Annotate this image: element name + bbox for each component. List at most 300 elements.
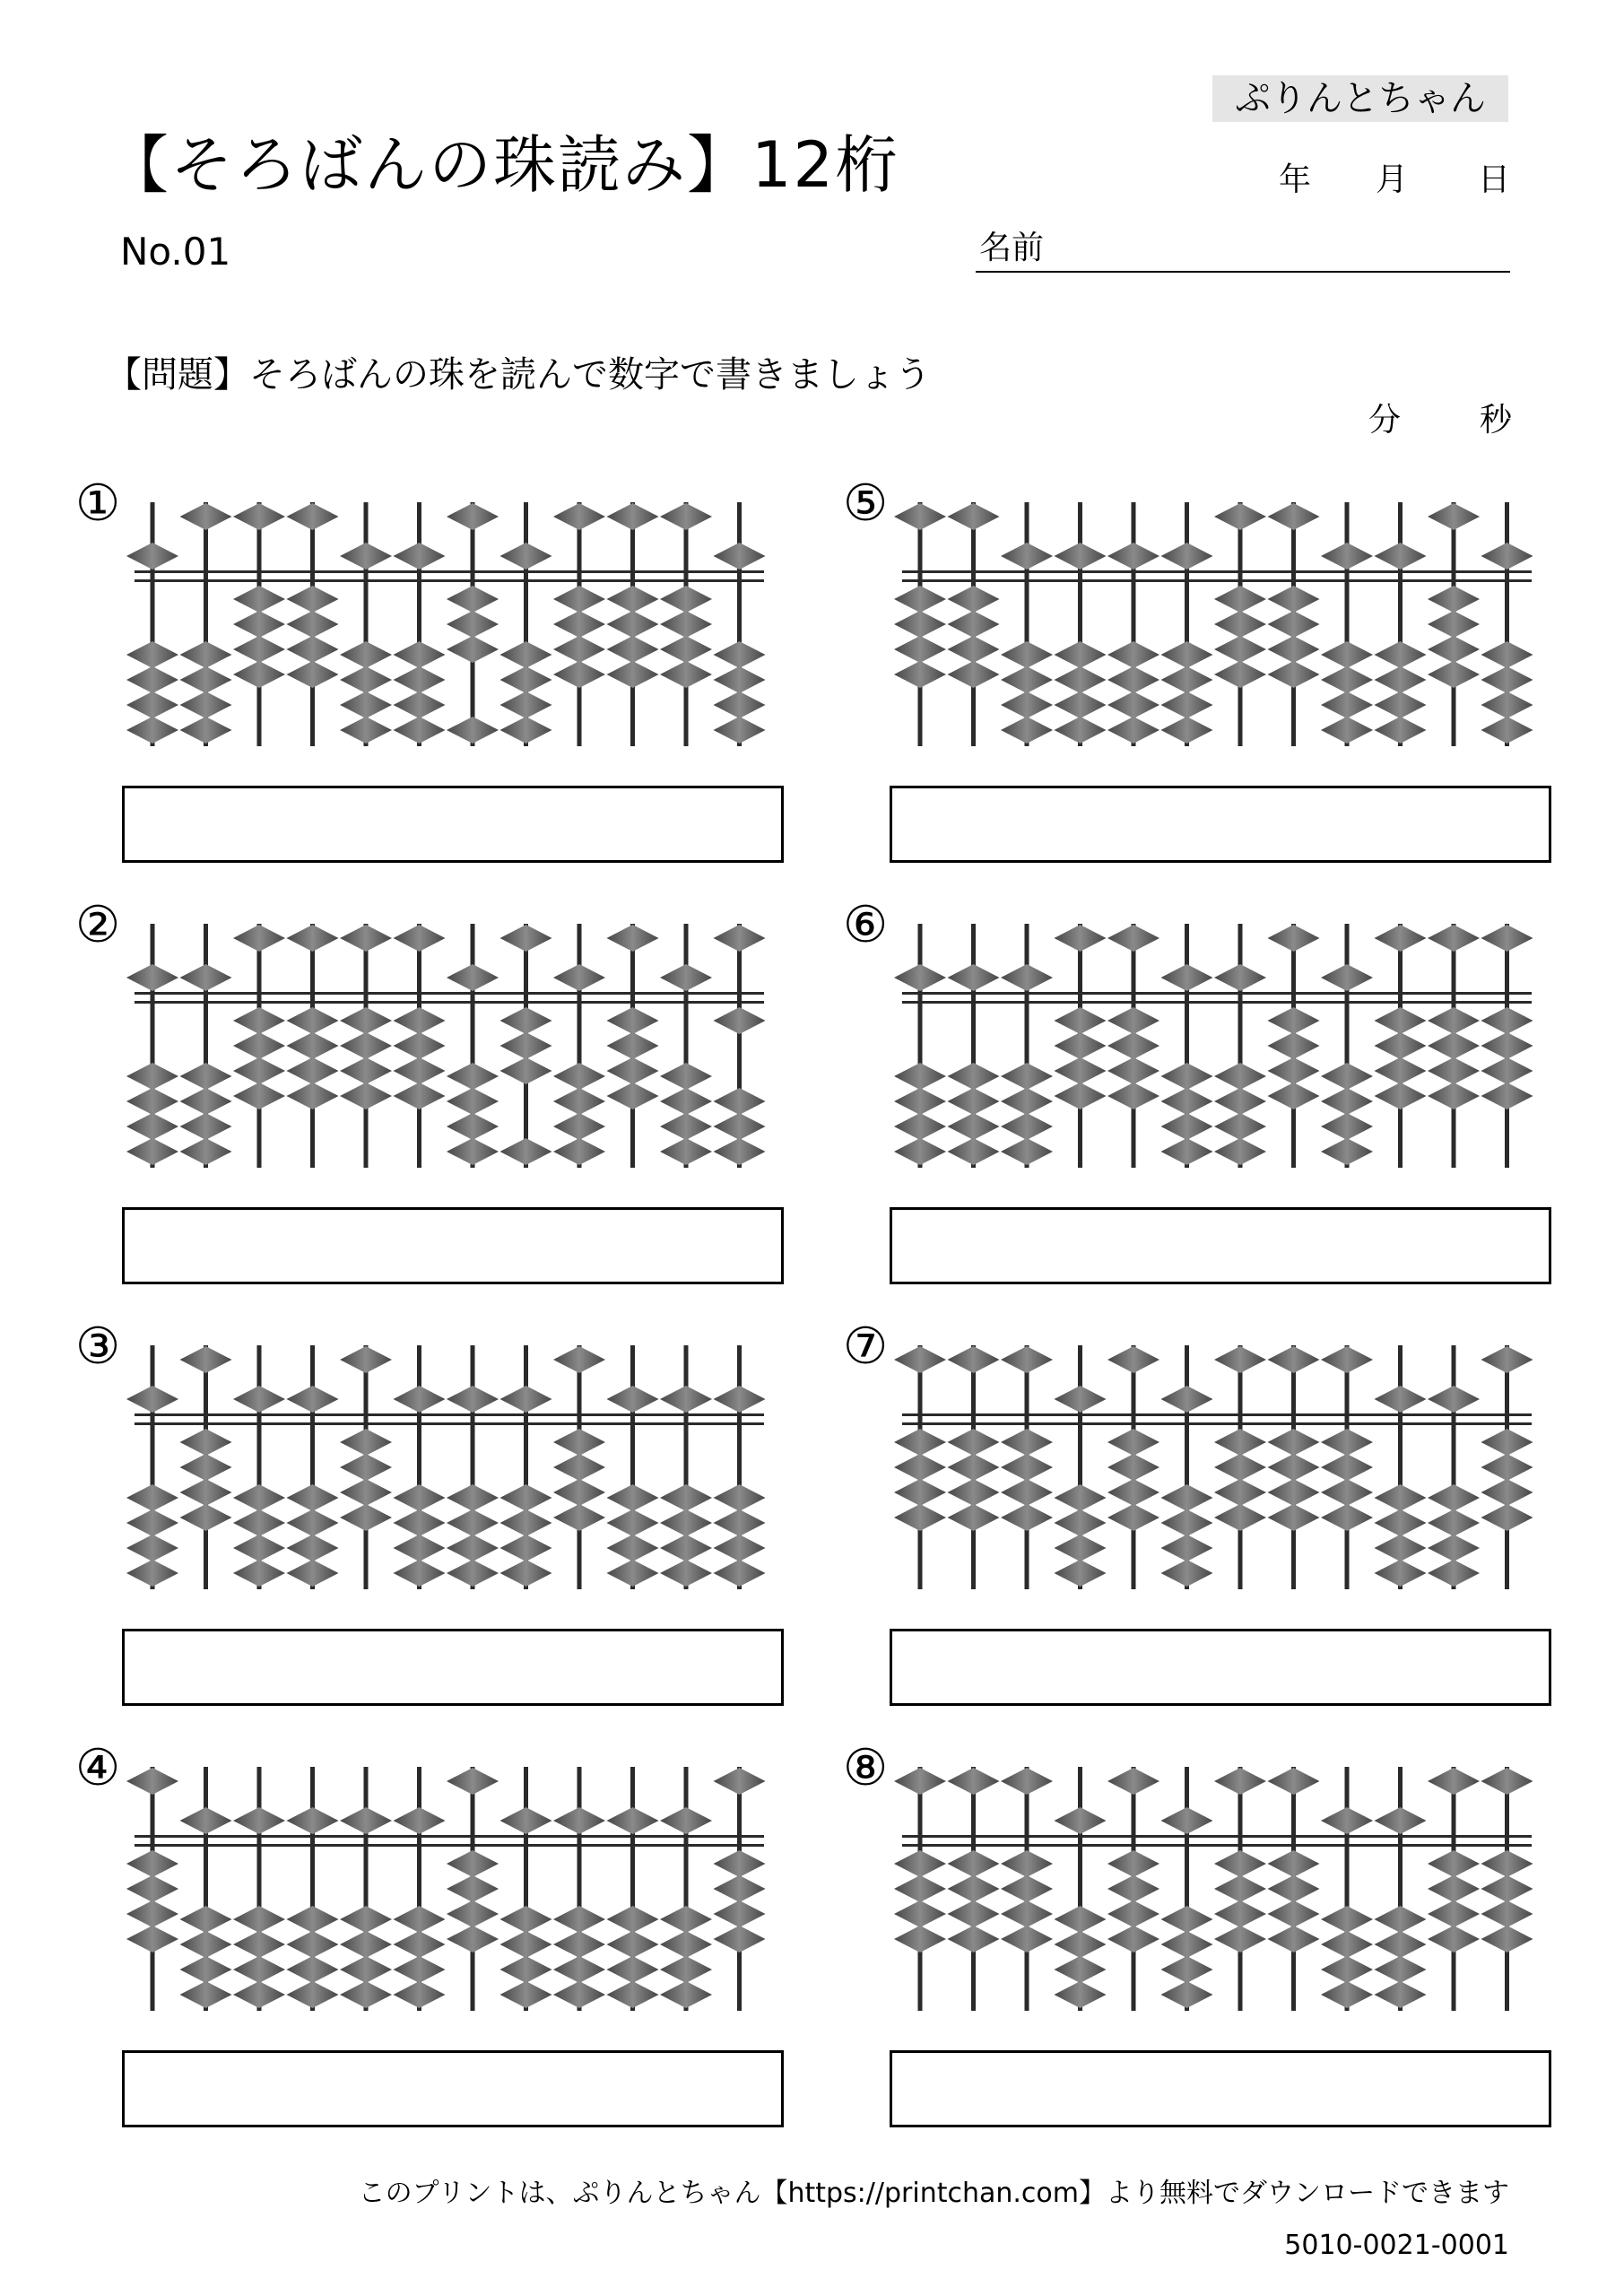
heaven-bead <box>394 1386 446 1413</box>
heaven-bead <box>948 1346 1000 1373</box>
earth-bead <box>660 1560 712 1587</box>
unit-dot <box>737 996 741 999</box>
earth-bead <box>1268 1057 1320 1084</box>
earth-bead <box>1428 586 1480 613</box>
date-month-label: 月 <box>1376 161 1409 198</box>
earth-bead <box>1375 1007 1427 1034</box>
earth-bead <box>1375 691 1427 718</box>
earth-bead <box>1321 1956 1373 1983</box>
earth-bead <box>553 1981 605 2008</box>
earth-bead <box>340 1032 392 1059</box>
earth-bead <box>1375 1057 1427 1084</box>
heaven-bead <box>1321 964 1373 991</box>
earth-bead <box>714 1484 766 1511</box>
heaven-bead <box>894 1768 946 1795</box>
earth-bead <box>500 691 552 718</box>
heaven-bead <box>607 925 659 952</box>
earth-bead <box>948 586 1000 613</box>
unit-dot <box>1025 996 1029 999</box>
earth-bead <box>394 1560 446 1587</box>
earth-bead <box>233 586 285 613</box>
earth-bead <box>1268 586 1320 613</box>
time-minutes-label: 分 <box>1368 402 1402 439</box>
earth-bead <box>1107 666 1159 693</box>
earth-bead <box>714 1138 766 1165</box>
earth-bead <box>660 1088 712 1115</box>
problem-6-answer-box[interactable] <box>890 1207 1551 1284</box>
earth-bead <box>553 1063 605 1090</box>
earth-bead <box>1481 1875 1533 1902</box>
heaven-bead <box>180 503 232 530</box>
earth-bead <box>1214 1429 1266 1456</box>
abacus-bar-top <box>135 1413 764 1416</box>
earth-bead <box>1001 641 1053 668</box>
earth-bead <box>1214 1504 1266 1531</box>
earth-bead <box>607 1906 659 1933</box>
unit-dot <box>257 574 261 578</box>
earth-bead <box>1268 611 1320 638</box>
earth-bead <box>1161 1113 1213 1140</box>
earth-bead <box>233 1981 285 2008</box>
earth-bead <box>894 1063 946 1090</box>
earth-bead <box>500 1956 552 1983</box>
problem-3-answer-box[interactable] <box>122 1629 784 1706</box>
earth-bead <box>500 1931 552 1958</box>
earth-bead <box>1268 1850 1320 1877</box>
earth-bead <box>126 1113 178 1140</box>
unit-dot <box>1185 996 1188 999</box>
earth-bead <box>1214 1479 1266 1506</box>
abacus-bar-top <box>135 1835 764 1838</box>
earth-bead <box>287 636 339 663</box>
earth-bead <box>394 641 446 668</box>
problem-1-answer-box[interactable] <box>122 786 784 863</box>
earth-bead <box>1107 1057 1159 1084</box>
earth-bead <box>340 1906 392 1933</box>
earth-bead <box>894 636 946 663</box>
document-code: 5010-0021-0001 <box>1284 2230 1509 2261</box>
earth-bead <box>948 611 1000 638</box>
earth-bead <box>233 1560 285 1587</box>
earth-bead <box>894 1900 946 1927</box>
earth-bead <box>1214 1088 1266 1115</box>
earth-bead <box>233 611 285 638</box>
earth-bead <box>180 1981 232 2008</box>
heaven-bead <box>394 543 446 570</box>
heaven-bead <box>447 964 499 991</box>
earth-bead <box>553 1931 605 1958</box>
earth-bead <box>180 666 232 693</box>
earth-bead <box>607 1007 659 1034</box>
heaven-bead <box>553 503 605 530</box>
heaven-bead <box>1107 543 1159 570</box>
heaven-bead <box>1375 1807 1427 1834</box>
earth-bead <box>948 1138 1000 1165</box>
earth-bead <box>1055 641 1107 668</box>
problem-6-abacus <box>902 924 1548 1175</box>
earth-bead <box>233 1931 285 1958</box>
earth-bead <box>126 1560 178 1587</box>
earth-bead <box>894 586 946 613</box>
earth-bead <box>714 1926 766 1952</box>
earth-bead <box>500 1057 552 1084</box>
earth-bead <box>447 1063 499 1090</box>
earth-bead <box>607 1083 659 1109</box>
problem-8-answer-box[interactable] <box>890 2050 1551 2127</box>
heaven-bead <box>553 1807 605 1834</box>
earth-bead <box>1107 1875 1159 1902</box>
earth-bead <box>1055 1956 1107 1983</box>
earth-bead <box>553 1479 605 1506</box>
heaven-bead <box>948 503 1000 530</box>
earth-bead <box>948 1479 1000 1506</box>
earth-bead <box>500 1032 552 1059</box>
earth-bead <box>948 1454 1000 1481</box>
earth-bead <box>1161 1063 1213 1090</box>
earth-bead <box>1055 1981 1107 2008</box>
heaven-bead <box>1001 964 1053 991</box>
earth-bead <box>660 1138 712 1165</box>
earth-bead <box>1375 666 1427 693</box>
heaven-bead <box>1375 925 1427 952</box>
abacus-bar-bottom <box>135 1844 764 1847</box>
problem-8-abacus <box>902 1767 1548 2018</box>
earth-bead <box>500 1535 552 1561</box>
earth-bead <box>1001 1900 1053 1927</box>
heaven-bead <box>126 1768 178 1795</box>
earth-bead <box>660 1063 712 1090</box>
earth-bead <box>660 1931 712 1958</box>
earth-bead <box>1321 1454 1373 1481</box>
earth-bead <box>500 666 552 693</box>
earth-bead <box>180 1504 232 1531</box>
earth-bead <box>500 1484 552 1511</box>
earth-bead <box>1161 691 1213 718</box>
problem-7-answer-box[interactable] <box>890 1629 1551 1706</box>
problem-4-abacus <box>135 1767 780 2018</box>
earth-bead <box>1107 1504 1159 1531</box>
earth-bead <box>1428 1083 1480 1109</box>
earth-bead <box>894 1088 946 1115</box>
heaven-bead <box>1268 925 1320 952</box>
earth-bead <box>1375 1931 1427 1958</box>
earth-bead <box>394 1057 446 1084</box>
earth-bead <box>714 1560 766 1587</box>
earth-bead <box>660 1956 712 1983</box>
unit-dot <box>1025 1839 1029 1842</box>
heaven-bead <box>1055 1807 1107 1834</box>
earth-bead <box>126 641 178 668</box>
earth-bead <box>1055 1083 1107 1109</box>
earth-bead <box>340 1981 392 2008</box>
abacus-bar-bottom <box>135 1001 764 1004</box>
earth-bead <box>233 1509 285 1536</box>
heaven-bead <box>1268 503 1320 530</box>
earth-bead <box>1001 666 1053 693</box>
earth-bead <box>447 1138 499 1165</box>
earth-bead <box>1214 1454 1266 1481</box>
heaven-bead <box>1055 543 1107 570</box>
earth-bead <box>1375 1956 1427 1983</box>
earth-bead <box>1161 717 1213 744</box>
heaven-bead <box>894 503 946 530</box>
earth-bead <box>894 1875 946 1902</box>
earth-bead <box>1001 1875 1053 1902</box>
earth-bead <box>553 1956 605 1983</box>
earth-bead <box>894 611 946 638</box>
earth-bead <box>894 1926 946 1952</box>
earth-bead <box>447 1113 499 1140</box>
earth-bead <box>1055 691 1107 718</box>
earth-bead <box>447 717 499 744</box>
earth-bead <box>1107 1479 1159 1506</box>
earth-bead <box>447 636 499 663</box>
earth-bead <box>607 1032 659 1059</box>
problem-1-label: ① <box>75 474 121 533</box>
earth-bead <box>1214 1850 1266 1877</box>
earth-bead <box>233 1956 285 1983</box>
earth-bead <box>607 1509 659 1536</box>
earth-bead <box>1214 636 1266 663</box>
heaven-bead <box>948 1768 1000 1795</box>
heaven-bead <box>340 1807 392 1834</box>
unit-dot <box>257 1839 261 1842</box>
earth-bead <box>340 1931 392 1958</box>
earth-bead <box>1321 1063 1373 1090</box>
date-day-label: 日 <box>1478 161 1511 198</box>
earth-bead <box>553 1088 605 1115</box>
earth-bead <box>607 1981 659 2008</box>
unit-dot <box>417 1839 421 1842</box>
earth-bead <box>126 1900 178 1927</box>
abacus-bar-top <box>902 1835 1532 1838</box>
unit-dot <box>737 1839 741 1842</box>
earth-bead <box>180 691 232 718</box>
earth-bead <box>607 1956 659 1983</box>
earth-bead <box>180 1906 232 1933</box>
heaven-bead <box>126 1386 178 1413</box>
earth-bead <box>1055 1931 1107 1958</box>
earth-bead <box>660 1509 712 1536</box>
earth-bead <box>500 717 552 744</box>
earth-bead <box>1107 1032 1159 1059</box>
earth-bead <box>1481 641 1533 668</box>
heaven-bead <box>894 1346 946 1373</box>
problem-2-label: ② <box>75 896 121 954</box>
earth-bead <box>1428 661 1480 688</box>
problem-2-abacus <box>135 924 780 1175</box>
earth-bead <box>233 661 285 688</box>
earth-bead <box>1214 1926 1266 1952</box>
earth-bead <box>894 1850 946 1877</box>
heaven-bead <box>1481 1346 1533 1373</box>
earth-bead <box>1055 1560 1107 1587</box>
earth-bead <box>1321 1429 1373 1456</box>
heaven-bead <box>1001 1768 1053 1795</box>
earth-bead <box>447 1484 499 1511</box>
earth-bead <box>340 641 392 668</box>
earth-bead <box>1161 1138 1213 1165</box>
earth-bead <box>1428 1850 1480 1877</box>
earth-bead <box>948 1875 1000 1902</box>
earth-bead <box>1481 1032 1533 1059</box>
earth-bead <box>340 1083 392 1109</box>
earth-bead <box>894 1504 946 1531</box>
heaven-bead <box>553 1346 605 1373</box>
earth-bead <box>1107 1454 1159 1481</box>
earth-bead <box>1321 1906 1373 1933</box>
earth-bead <box>180 717 232 744</box>
unit-dot <box>257 996 261 999</box>
earth-bead <box>1428 1509 1480 1536</box>
earth-bead <box>1107 1926 1159 1952</box>
earth-bead <box>126 1926 178 1952</box>
earth-bead <box>1001 1454 1053 1481</box>
earth-bead <box>180 1429 232 1456</box>
earth-bead <box>126 1138 178 1165</box>
earth-bead <box>394 1032 446 1059</box>
unit-dot <box>1345 1839 1349 1842</box>
earth-bead <box>1161 1535 1213 1561</box>
earth-bead <box>660 636 712 663</box>
abacus-bar-bottom <box>135 1422 764 1425</box>
earth-bead <box>1161 1906 1213 1933</box>
earth-bead <box>1214 611 1266 638</box>
earth-bead <box>1428 1560 1480 1587</box>
earth-bead <box>714 1875 766 1902</box>
earth-bead <box>500 1007 552 1034</box>
heaven-bead <box>1268 1768 1320 1795</box>
earth-bead <box>233 1083 285 1109</box>
earth-bead <box>126 1850 178 1877</box>
sheet-number: No.01 <box>120 230 231 274</box>
earth-bead <box>1481 1429 1533 1456</box>
earth-bead <box>1161 1931 1213 1958</box>
earth-bead <box>660 1113 712 1140</box>
earth-bead <box>1107 1900 1159 1927</box>
earth-bead <box>394 1931 446 1958</box>
earth-bead <box>340 1057 392 1084</box>
earth-bead <box>1375 1083 1427 1109</box>
heaven-bead <box>1268 1346 1320 1373</box>
problem-2-answer-box[interactable] <box>122 1207 784 1284</box>
earth-bead <box>607 1931 659 1958</box>
earth-bead <box>233 1484 285 1511</box>
earth-bead <box>660 1484 712 1511</box>
earth-bead <box>553 661 605 688</box>
earth-bead <box>500 1138 552 1165</box>
problem-5-answer-box[interactable] <box>890 786 1551 863</box>
problem-7-label: ⑦ <box>843 1318 889 1376</box>
earth-bead <box>1428 611 1480 638</box>
earth-bead <box>340 691 392 718</box>
heaven-bead <box>607 1807 659 1834</box>
abacus-bar-top <box>902 1413 1532 1416</box>
heaven-bead <box>1161 964 1213 991</box>
earth-bead <box>714 691 766 718</box>
heaven-bead <box>340 543 392 570</box>
earth-bead <box>553 1429 605 1456</box>
problem-3-abacus <box>135 1345 780 1596</box>
earth-bead <box>948 1063 1000 1090</box>
earth-bead <box>1481 666 1533 693</box>
problem-4-answer-box[interactable] <box>122 2050 784 2127</box>
earth-bead <box>894 1429 946 1456</box>
earth-bead <box>340 666 392 693</box>
earth-bead <box>1214 1138 1266 1165</box>
earth-bead <box>500 641 552 668</box>
earth-bead <box>1268 636 1320 663</box>
heaven-bead <box>233 503 285 530</box>
earth-bead <box>1001 1504 1053 1531</box>
heaven-bead <box>1481 1768 1533 1795</box>
earth-bead <box>1268 1504 1320 1531</box>
heaven-bead <box>394 925 446 952</box>
heaven-bead <box>1107 1346 1159 1373</box>
earth-bead <box>287 586 339 613</box>
abacus-bar-top <box>902 570 1532 573</box>
heaven-bead <box>233 925 285 952</box>
earth-bead <box>553 1138 605 1165</box>
unit-dot <box>578 574 581 578</box>
earth-bead <box>500 1981 552 2008</box>
earth-bead <box>394 691 446 718</box>
instruction-text: 【問題】そろばんの珠を読んで数字で書きましょう <box>106 354 931 396</box>
unit-dot <box>737 1417 741 1421</box>
earth-bead <box>1481 717 1533 744</box>
earth-bead <box>287 1057 339 1084</box>
earth-bead <box>1214 1875 1266 1902</box>
earth-bead <box>660 1906 712 1933</box>
heaven-bead <box>1321 1807 1373 1834</box>
earth-bead <box>233 1906 285 1933</box>
heaven-bead <box>1321 543 1373 570</box>
earth-bead <box>1268 1454 1320 1481</box>
earth-bead <box>287 1509 339 1536</box>
earth-bead <box>1481 1479 1533 1506</box>
earth-bead <box>126 666 178 693</box>
heaven-bead <box>1428 1768 1480 1795</box>
earth-bead <box>948 1429 1000 1456</box>
earth-bead <box>948 1926 1000 1952</box>
heaven-bead <box>1107 925 1159 952</box>
unit-dot <box>578 996 581 999</box>
earth-bead <box>553 1454 605 1481</box>
earth-bead <box>714 1850 766 1877</box>
time-seconds-label: 秒 <box>1480 402 1513 439</box>
earth-bead <box>660 1981 712 2008</box>
earth-bead <box>1375 1509 1427 1536</box>
unit-dot <box>1345 574 1349 578</box>
heaven-bead <box>1375 543 1427 570</box>
earth-bead <box>948 1900 1000 1927</box>
heaven-bead <box>126 964 178 991</box>
earth-bead <box>1001 691 1053 718</box>
earth-bead <box>714 1113 766 1140</box>
earth-bead <box>1001 1429 1053 1456</box>
heaven-bead <box>500 1386 552 1413</box>
earth-bead <box>1428 1535 1480 1561</box>
earth-bead <box>607 1484 659 1511</box>
earth-bead <box>340 1504 392 1531</box>
earth-bead <box>126 1088 178 1115</box>
earth-bead <box>1428 1484 1480 1511</box>
heaven-bead <box>660 1386 712 1413</box>
earth-bead <box>1055 1057 1107 1084</box>
earth-bead <box>1001 717 1053 744</box>
problem-6-label: ⑥ <box>843 896 889 954</box>
name-field[interactable] <box>976 271 1510 273</box>
